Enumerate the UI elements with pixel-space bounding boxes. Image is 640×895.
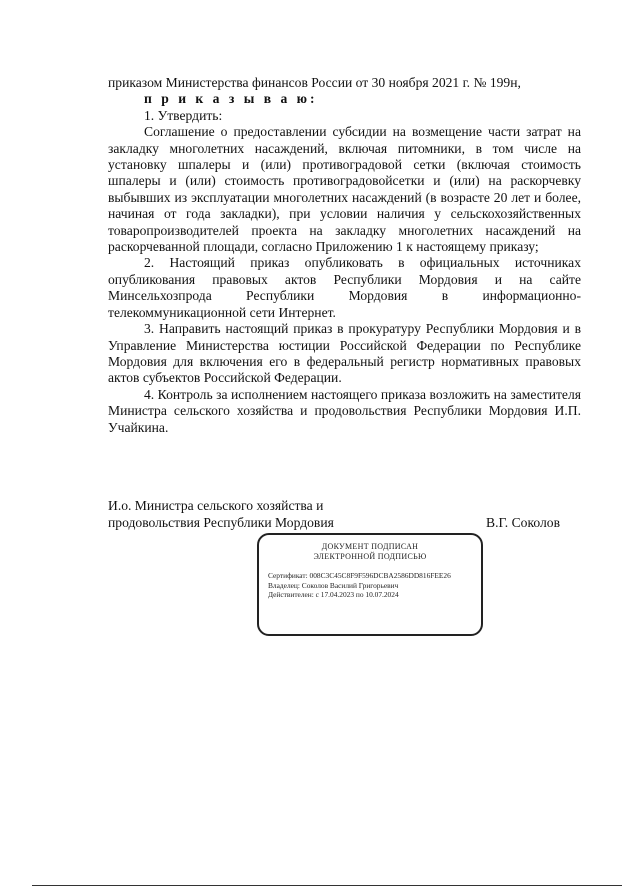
intro-line: приказом Министерства финансов России от 30 ноября 2021 г. № 199н,: [108, 75, 521, 90]
document-body: [108, 75, 581, 436]
stamp-owner: Владелец: Соколов Василий Григорьевич: [268, 580, 399, 590]
electronic-signature-stamp: [257, 533, 483, 636]
signatory-title: [108, 497, 334, 531]
stamp-heading-line-2: ЭЛЕКТРОННОЙ ПОДПИСЬЮ: [313, 552, 427, 561]
stamp-details: [268, 571, 481, 600]
signatory-title-line-1: И.о. Министра сельского хозяйства и: [108, 498, 324, 513]
stamp-certificate: Сертификат: 008C3C45C8F9F596DCBA2586DD816FEE26: [268, 571, 451, 580]
order-word: п р и к а з ы в а ю:: [144, 91, 318, 107]
stamp-heading: [259, 542, 481, 562]
item-1-text: Соглашение о предоставлении субсидии на возмещение части затрат на закладку многолетних насаждений, включая питомники, в том числе на установку шпалеры и (или) противоградовой сетки (включая стоимость шпалеры и (или) стоимость противоградовойсетки и (или) на раскорчевку выбывших из эксплуатации многолетних насаждений (в возрасте 20 лет и более, начиная от года закладки), при условии наличия у сельскохозяйственных товаропроизводителей проекта на закладку многолетних насаждений на раскорчеванной площади, согласно Приложению 1 к настоящему приказу;: [108, 124, 581, 255]
item-3-text: 3. Направить настоящий приказ в прокуратуру Республики Мордовия и в Управление Министерства юстиции Российской Федерации по Республике Мордовия для включения его в федеральный регистр нормативных правовых актов субъектов Российской Федерации.: [108, 321, 581, 386]
stamp-validity: Действителен: с 17.04.2023 по 10.07.2024: [268, 590, 399, 600]
signatory-name: В.Г. Соколов: [486, 515, 560, 530]
item-1-heading: 1. Утвердить:: [144, 107, 223, 123]
item-2-text: 2. Настоящий приказ опубликовать в официальных источниках опубликования правовых актов Республики Мордовия и на сайте Минсельхозпрода Республики Мордовия в информационно-телекоммуникационной сети Интернет.: [108, 255, 581, 320]
item-4-text: 4. Контроль за исполнением настоящего приказа возложить на заместителя Министра сельского хозяйства и продовольствия Республики Мордовия И.П. Учайкина.: [108, 386, 581, 435]
stamp-heading-line-1: ДОКУМЕНТ ПОДПИСАН: [321, 542, 419, 551]
page-bottom-rule: [32, 885, 622, 886]
signatory-title-line-2: продовольствия Республики Мордовия: [108, 515, 334, 530]
